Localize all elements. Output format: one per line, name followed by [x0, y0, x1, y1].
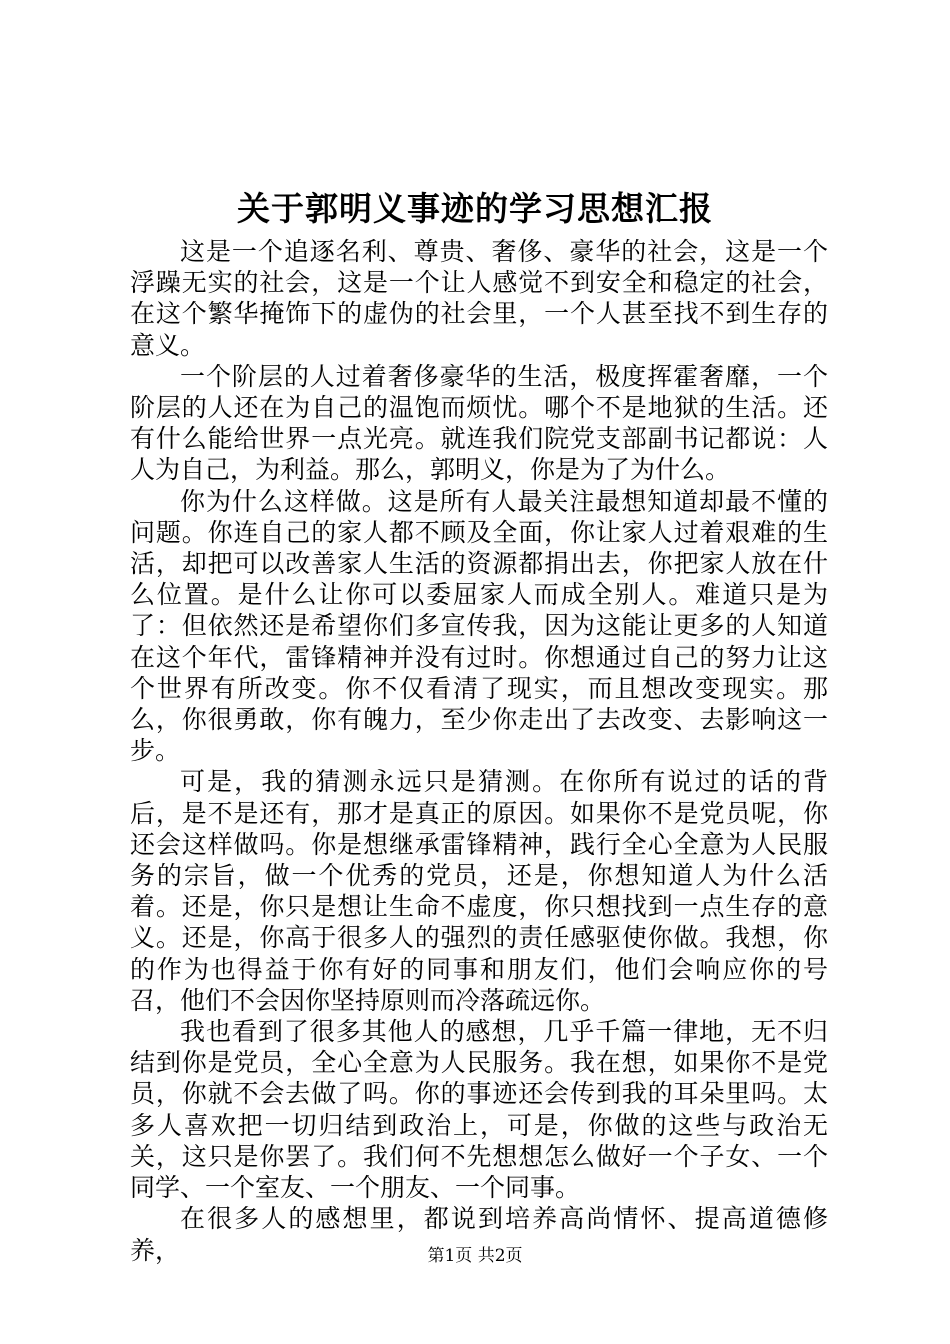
document-body [130, 236, 828, 1266]
paragraph-5: 我也看到了很多其他人的感想，几乎千篇一律地，无不归结到你是党员，全心全意为人民服务。我在想，如果你不是党员，你就不会去做了吗。你的事迹还会传到我的耳朵里吗。太多人喜欢把一切归结到政治上，可是，你做的这些与政治无关，这只是你罢了。我们何不先想想怎么做好一个子女、一个同学、一个室友、一个朋友、一个同事。 [130, 1017, 828, 1203]
page-title: 关于郭明义事迹的学习思想汇报 [237, 189, 713, 228]
page-footer: 第1页 共2页 [427, 1246, 523, 1266]
paragraph-4: 可是，我的猜测永远只是猜测。在你所有说过的话的背后，是不是还有，那才是真正的原因。如果你不是党员呢，你还会这样做吗。你是想继承雷锋精神，践行全心全意为人民服务的宗旨，做一个优秀的党员，还是，你想知道人为什么活着。还是，你只是想让生命不虚度，你只想找到一点生存的意义。还是，你高于很多人的强烈的责任感驱使你做。我想，你的作为也得益于你有好的同事和朋友们，他们会响应你的号召，他们不会因你坚持原则而冷落疏远你。 [130, 767, 828, 1015]
paragraph-1: 这是一个追逐名利、尊贵、奢侈、豪华的社会，这是一个浮躁无实的社会，这是一个让人感觉不到安全和稳定的社会，在这个繁华掩饰下的虚伪的社会里，一个人甚至找不到生存的意义。 [130, 237, 828, 360]
paragraph-3: 你为什么这样做。这是所有人最关注最想知道却最不懂的问题。你连自己的家人都不顾及全面，你让家人过着艰难的生活，却把可以改善家人生活的资源都捐出去，你把家人放在什么位置。是什么让你可以委屈家人而成全别人。难道只是为了：但依然还是希望你们多宣传我，因为这能让更多的人知道在这个年代，雷锋精神并没有过时。你想通过自己的努力让这个世界有所改变。你不仅看清了现实，而且想改变现实。那么，你很勇敢，你有魄力，至少你走出了去改变、去影响这一步。 [130, 486, 828, 766]
paragraph-6: 在很多人的感想里，都说到培养高尚情怀、提高道德修养， [130, 1204, 828, 1265]
paragraph-2: 一个阶层的人过着奢侈豪华的生活，极度挥霍奢靡，一个阶层的人还在为自己的温饱而烦忧。哪个不是地狱的生活。还有什么能给世界一点光亮。就连我们院党支部副书记都说：人人为自己，为利益。那么，郭明义，你是为了为什么。 [130, 361, 828, 485]
